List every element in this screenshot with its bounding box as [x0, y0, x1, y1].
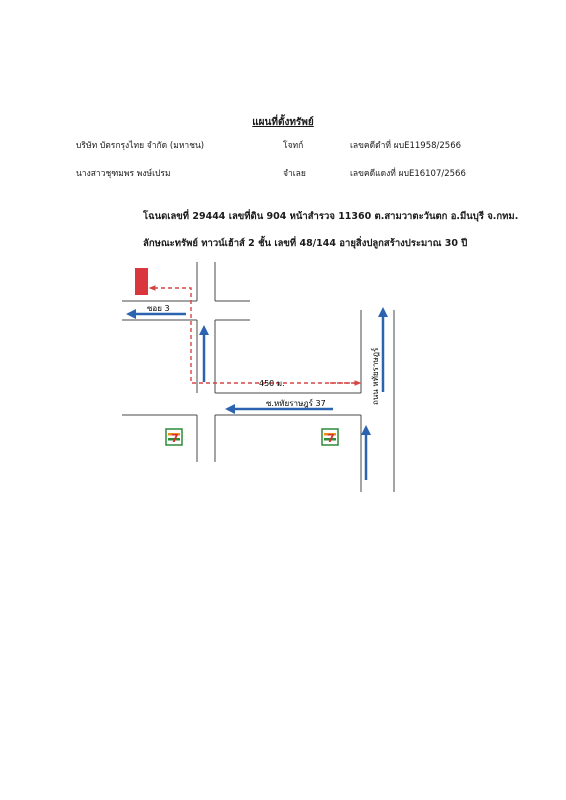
property-description-line: ลักษณะทรัพย์ ทาวน์เฮ้าส์ 2 ชั้น เลขที่ 48/144 อายุสิ่งปลูกสร้างประมาณ 30 ปี — [143, 238, 468, 249]
store-logo-text: 7 — [327, 432, 335, 445]
page-title: แผนที่ตั้งทรัพย์ — [252, 117, 314, 128]
soi-hathairat-label: ซ.หทัยราษฎร์ 37 — [266, 399, 326, 408]
route-path — [152, 288, 357, 383]
defendant-role: จำเลย — [283, 169, 306, 179]
defendant-name: นางสาวชุฑมพร พงษ์เปรม — [76, 169, 171, 179]
store-logo-text: 7 — [171, 432, 179, 445]
road-edges — [122, 262, 394, 492]
plaintiff-name: บริษัท บัตรกรุงไทย จำกัด (มหาชน) — [76, 141, 205, 151]
target-property-marker — [135, 268, 148, 295]
soi3-label: ซอย 3 — [147, 304, 170, 313]
plaintiff-role: โจทก์ — [283, 141, 304, 151]
convenience-store-icon — [166, 429, 182, 445]
black-case-number: เลขคดีดำที่ ผบE11958/2566 — [350, 141, 462, 151]
distance-label: 450 ม. — [259, 379, 285, 388]
red-case-number: เลขคดีแดงที่ ผบE16107/2566 — [350, 169, 466, 179]
property-deed-line: โฉนดเลขที่ 29444 เลขที่ดิน 904 หน้าสำรวจ 11360 ต.สามวาตะวันตก อ.มีนบุรี จ.กทม. — [143, 211, 519, 222]
main-road-label: ถนน หทัยราษฎร์ — [371, 347, 380, 405]
convenience-store-icon — [322, 429, 338, 445]
